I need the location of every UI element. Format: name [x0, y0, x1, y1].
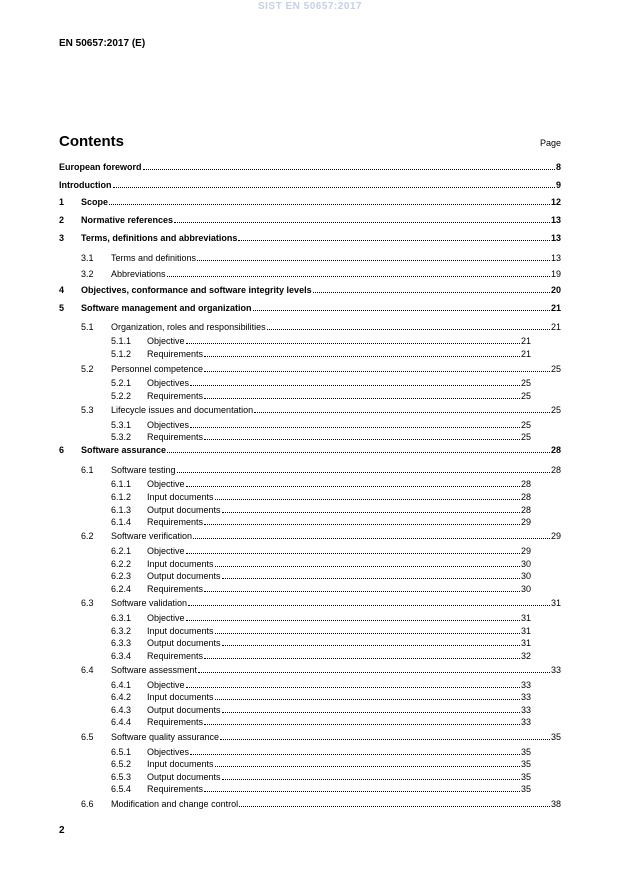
- toc-entry-number: 6.4.4: [111, 717, 132, 727]
- toc-entry-title: Input documents: [147, 759, 214, 769]
- dot-leader: [174, 221, 550, 223]
- toc-entry-title: Requirements: [147, 432, 204, 442]
- toc-entry[interactable]: [59, 214, 561, 226]
- toc-entry-page: 25: [520, 391, 531, 401]
- toc-entry[interactable]: [111, 419, 531, 431]
- toc-entry-number: 6.1.3: [111, 505, 132, 515]
- toc-entry-page: 33: [520, 680, 531, 690]
- toc-entry[interactable]: [111, 691, 531, 703]
- toc-entry-page: 28: [550, 465, 561, 475]
- toc-entry-title: Objectives: [147, 378, 190, 388]
- toc-entry-number: 6.6: [81, 799, 94, 809]
- toc-entry-title: Objective: [147, 680, 185, 690]
- toc-entry-title: Objectives, conformance and software integrity levels: [81, 285, 312, 295]
- dot-leader: [238, 239, 550, 241]
- dot-leader: [204, 370, 550, 372]
- toc-entry-title: Requirements: [147, 517, 204, 527]
- toc-entry-title: Requirements: [147, 784, 204, 794]
- toc-entry-number: 6.5.4: [111, 784, 132, 794]
- toc-entry[interactable]: [59, 196, 561, 208]
- toc-entry[interactable]: [111, 377, 531, 389]
- toc-entry[interactable]: [81, 404, 561, 416]
- toc-entry[interactable]: [111, 771, 531, 783]
- toc-entry[interactable]: [111, 491, 531, 503]
- toc-entry[interactable]: [111, 650, 531, 662]
- toc-entry-title: Normative references: [81, 215, 174, 225]
- toc-entry-title: Objective: [147, 613, 185, 623]
- toc-entry-page: 28: [550, 445, 561, 455]
- toc-entry-number: 6: [59, 445, 65, 455]
- toc-entry-title: Input documents: [147, 559, 214, 569]
- toc-entry-title: Software testing: [111, 465, 176, 475]
- toc-entry-title: Lifecycle issues and documentation: [111, 405, 254, 415]
- toc-entry-number: 6.5.2: [111, 759, 132, 769]
- toc-entry-number: 3.1: [81, 253, 94, 263]
- toc-entry-number: 6.1.2: [111, 492, 132, 502]
- toc-entry[interactable]: [81, 530, 561, 542]
- dot-leader: [239, 805, 550, 807]
- dot-leader: [204, 438, 520, 440]
- toc-entry[interactable]: [111, 478, 531, 490]
- toc-entry-title: Output documents: [147, 705, 221, 715]
- toc-entry[interactable]: [81, 252, 561, 264]
- toc-entry-number: 6.5: [81, 732, 94, 742]
- toc-entry[interactable]: [81, 464, 561, 476]
- toc-entry-title: Scope: [81, 197, 109, 207]
- dot-leader: [190, 384, 520, 386]
- toc-entry[interactable]: [111, 716, 531, 728]
- toc-entry[interactable]: [111, 348, 531, 360]
- dot-leader: [215, 698, 520, 700]
- toc-entry-page: 30: [520, 571, 531, 581]
- toc-entry[interactable]: [111, 746, 531, 758]
- toc-entry-number: 6.2.3: [111, 571, 132, 581]
- toc-entry-page: 30: [520, 559, 531, 569]
- toc-entry-page: 13: [550, 233, 561, 243]
- toc-entry-number: 6.4.1: [111, 680, 132, 690]
- dot-leader: [204, 523, 520, 525]
- dot-leader: [215, 565, 520, 567]
- toc-entry-title: Objective: [147, 479, 185, 489]
- toc-entry-page: 31: [520, 613, 531, 623]
- dot-leader: [215, 632, 520, 634]
- toc-entry-page: 29: [520, 546, 531, 556]
- toc-entry-page: 31: [520, 638, 531, 648]
- dot-leader: [222, 778, 520, 780]
- toc-entry[interactable]: [111, 516, 531, 528]
- toc-entry[interactable]: [111, 335, 531, 347]
- toc-entry-page: 35: [520, 747, 531, 757]
- toc-entry[interactable]: [111, 758, 531, 770]
- dot-leader: [220, 738, 550, 740]
- toc-entry-number: 5.3: [81, 405, 94, 415]
- toc-entry-page: 21: [520, 349, 531, 359]
- toc-entry-title: Input documents: [147, 492, 214, 502]
- watermark: SIST EN 50657:2017: [257, 1, 363, 12]
- dot-leader: [204, 790, 520, 792]
- dot-leader: [143, 168, 555, 170]
- dot-leader: [253, 309, 550, 311]
- toc-entry-number: 6.3.4: [111, 651, 132, 661]
- toc-entry[interactable]: [111, 504, 531, 516]
- toc-entry[interactable]: [81, 731, 561, 743]
- toc-entry-title: Terms, definitions and abbreviations: [81, 233, 238, 243]
- toc-entry-number: 5.1.2: [111, 349, 132, 359]
- toc-entry-number: 6.4.3: [111, 705, 132, 715]
- toc-entry-number: 5.3.1: [111, 420, 132, 430]
- toc-entry-number: 6.2.4: [111, 584, 132, 594]
- toc-entry[interactable]: [111, 431, 531, 443]
- dot-leader: [215, 765, 520, 767]
- toc-entry-page: 33: [520, 717, 531, 727]
- dot-leader: [186, 686, 520, 688]
- toc-entry-title: Personnel competence: [111, 364, 204, 374]
- toc-entry-page: 13: [550, 253, 561, 263]
- toc-entry-number: 3.2: [81, 269, 94, 279]
- toc-entry[interactable]: [81, 321, 561, 333]
- toc-entry-number: 5.3.2: [111, 432, 132, 442]
- toc-entry-number: 6.4.2: [111, 692, 132, 702]
- toc-entry-number: 5.1.1: [111, 336, 132, 346]
- dot-leader: [222, 644, 520, 646]
- toc-entry-number: 6.2: [81, 531, 94, 541]
- toc-entry-page: 32: [520, 651, 531, 661]
- toc-entry[interactable]: [111, 704, 531, 716]
- toc-entry-page: 35: [550, 732, 561, 742]
- toc-entry-number: 5.2: [81, 364, 94, 374]
- toc-entry-title: Software assessment: [111, 665, 198, 675]
- dot-leader: [267, 328, 550, 330]
- toc-entry[interactable]: [81, 363, 561, 375]
- toc-entry[interactable]: [81, 597, 561, 609]
- toc-entry[interactable]: [111, 545, 531, 557]
- toc-entry-title: Terms and definitions: [111, 253, 197, 263]
- toc-entry-number: 6.3: [81, 598, 94, 608]
- toc-entry-page: 25: [520, 432, 531, 442]
- toc-entry-title: Requirements: [147, 349, 204, 359]
- toc-entry-number: 6.3.1: [111, 613, 132, 623]
- toc-entry[interactable]: [59, 284, 561, 296]
- dot-leader: [204, 397, 520, 399]
- toc-entry-page: 29: [520, 517, 531, 527]
- toc-entry-page: 31: [550, 598, 561, 608]
- dot-leader: [190, 753, 520, 755]
- toc-entry[interactable]: [81, 664, 561, 676]
- toc-entry-title: Requirements: [147, 651, 204, 661]
- toc-entry-number: 6.1.4: [111, 517, 132, 527]
- toc-entry-number: 4: [59, 285, 65, 295]
- dot-leader: [222, 577, 520, 579]
- dot-leader: [167, 451, 550, 453]
- toc-entry-title: European foreword: [59, 162, 142, 172]
- document-id: EN 50657:2017 (E): [59, 38, 146, 49]
- toc-entry-title: Output documents: [147, 772, 221, 782]
- dot-leader: [190, 426, 520, 428]
- toc-entry-title: Objectives: [147, 747, 190, 757]
- page-number: 2: [59, 825, 65, 836]
- toc-entry-title: Software verification: [111, 531, 193, 541]
- dot-leader: [313, 291, 550, 293]
- toc-entry-number: 6.4: [81, 665, 94, 675]
- toc-entry-page: 12: [550, 197, 561, 207]
- toc-entry-number: 3: [59, 233, 65, 243]
- dot-leader: [204, 723, 520, 725]
- toc-entry[interactable]: [81, 798, 561, 810]
- toc-entry-page: 35: [520, 759, 531, 769]
- toc-entry-title: Abbreviations: [111, 269, 166, 279]
- toc-entry-number: 5.2.1: [111, 378, 132, 388]
- toc-entry-title: Requirements: [147, 391, 204, 401]
- dot-leader: [167, 275, 550, 277]
- toc-entry-page: 25: [520, 420, 531, 430]
- toc-entry[interactable]: [111, 570, 531, 582]
- toc-entry-number: 5: [59, 303, 65, 313]
- toc-entry-title: Output documents: [147, 571, 221, 581]
- toc-entry-page: 28: [520, 479, 531, 489]
- toc-entry[interactable]: [111, 637, 531, 649]
- toc-entry-title: Introduction: [59, 180, 112, 190]
- toc-entry-page: 21: [520, 336, 531, 346]
- toc-entry-page: 25: [550, 405, 561, 415]
- toc-entry-page: 29: [550, 531, 561, 541]
- toc-entry-title: Software quality assurance: [111, 732, 220, 742]
- toc-entry-number: 6.1: [81, 465, 94, 475]
- toc-entry-title: Input documents: [147, 692, 214, 702]
- toc-entry-number: 5.1: [81, 322, 94, 332]
- toc-entry-title: Objective: [147, 336, 185, 346]
- dot-leader: [177, 471, 550, 473]
- toc-entry-title: Objective: [147, 546, 185, 556]
- toc-entry-number: 6.5.3: [111, 772, 132, 782]
- toc-entry-page: 21: [550, 322, 561, 332]
- dot-leader: [254, 411, 550, 413]
- toc-entry[interactable]: [111, 612, 531, 624]
- toc-entry-number: 1: [59, 197, 65, 207]
- toc-entry-title: Input documents: [147, 626, 214, 636]
- toc-entry-page: 21: [550, 303, 561, 313]
- toc-entry[interactable]: [111, 625, 531, 637]
- dot-leader: [186, 552, 520, 554]
- toc-entry-page: 33: [520, 692, 531, 702]
- toc-entry[interactable]: [111, 390, 531, 402]
- toc-entry-title: Modification and change control: [111, 799, 239, 809]
- dot-leader: [215, 498, 520, 500]
- toc-entry-page: 8: [555, 162, 561, 172]
- toc-entry-number: 6.2.2: [111, 559, 132, 569]
- toc-entry-number: 6.2.1: [111, 546, 132, 556]
- toc-entry-number: 5.2.2: [111, 391, 132, 401]
- toc-entry-page: 13: [550, 215, 561, 225]
- toc-entry-title: Output documents: [147, 505, 221, 515]
- toc-entry[interactable]: [81, 268, 561, 280]
- dot-leader: [197, 259, 550, 261]
- dot-leader: [222, 511, 520, 513]
- toc-entry-title: Requirements: [147, 584, 204, 594]
- toc-entry[interactable]: [59, 444, 561, 456]
- toc-entry-title: Requirements: [147, 717, 204, 727]
- dot-leader: [186, 342, 520, 344]
- toc-entry[interactable]: [111, 558, 531, 570]
- toc-entry-page: 38: [550, 799, 561, 809]
- dot-leader: [186, 619, 520, 621]
- page-column-label: Page: [539, 138, 561, 148]
- toc-entry[interactable]: [111, 679, 531, 691]
- toc-entry-title: Objectives: [147, 420, 190, 430]
- dot-leader: [109, 203, 550, 205]
- toc-entry-page: 19: [550, 269, 561, 279]
- dot-leader: [204, 355, 520, 357]
- toc-entry-title: Organization, roles and responsibilities: [111, 322, 266, 332]
- toc-entry-page: 28: [520, 505, 531, 515]
- dot-leader: [222, 711, 520, 713]
- dot-leader: [198, 671, 550, 673]
- toc-entry-number: 6.1.1: [111, 479, 132, 489]
- toc-entry-page: 35: [520, 784, 531, 794]
- toc-entry[interactable]: [111, 583, 531, 595]
- toc-entry-title: Output documents: [147, 638, 221, 648]
- toc-entry-title: Software validation: [111, 598, 188, 608]
- toc-entry-page: 25: [550, 364, 561, 374]
- toc-entry-page: 33: [520, 705, 531, 715]
- toc-entry[interactable]: [59, 302, 561, 314]
- toc-entry-number: 6.3.3: [111, 638, 132, 648]
- toc-entry[interactable]: [59, 179, 561, 191]
- toc-entry-page: 20: [550, 285, 561, 295]
- toc-entry-page: 28: [520, 492, 531, 502]
- dot-leader: [188, 604, 550, 606]
- toc-entry[interactable]: [59, 161, 561, 173]
- toc-entry[interactable]: [111, 783, 531, 795]
- toc-entry-number: 6.3.2: [111, 626, 132, 636]
- dot-leader: [193, 537, 550, 539]
- dot-leader: [204, 590, 520, 592]
- toc-entry-page: 35: [520, 772, 531, 782]
- toc-entry-number: 6.5.1: [111, 747, 132, 757]
- dot-leader: [186, 485, 520, 487]
- toc-entry-page: 30: [520, 584, 531, 594]
- toc-entry-page: 9: [555, 180, 561, 190]
- toc-entry-number: 2: [59, 215, 65, 225]
- toc-entry-page: 33: [550, 665, 561, 675]
- toc-entry-title: Software management and organization: [81, 303, 252, 313]
- toc-entry-title: Software assurance: [81, 445, 167, 455]
- toc-entry-page: 31: [520, 626, 531, 636]
- dot-leader: [204, 657, 520, 659]
- dot-leader: [113, 186, 555, 188]
- toc-entry[interactable]: [59, 232, 561, 244]
- toc-entry-page: 25: [520, 378, 531, 388]
- page-title: Contents: [59, 133, 124, 150]
